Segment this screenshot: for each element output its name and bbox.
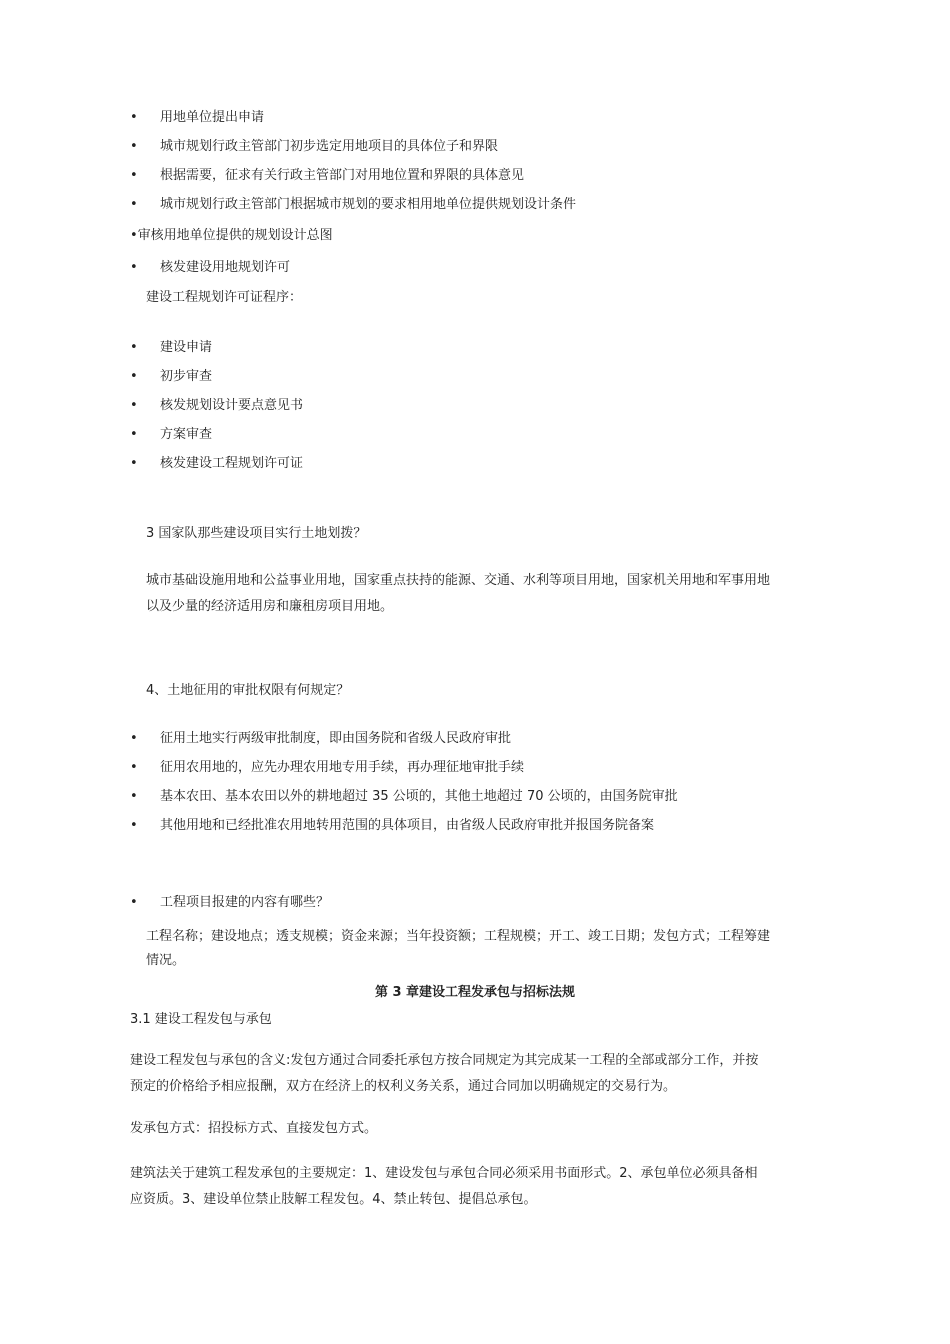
bullet: • [130,760,138,775]
question-heading: 3 国家队那些建设项目实行土地划拨？ [146,526,367,541]
bullet: • [130,139,138,154]
question-heading: 4、土地征用的审批权限有何规定？ [146,683,350,698]
list-item: 建设申请 [160,340,213,355]
list-item: 征用土地实行两级审批制度，即由国务院和省级人民政府审批 [160,731,512,746]
chapter-title: 第 3 章建设工程发承包与招标法规 [374,985,576,1000]
question-heading: 工程项目报建的内容有哪些？ [160,895,330,910]
paragraph-line: 建设工程发包与承包的含义:发包方通过合同委托承包方按合同规定为其完成某一工程的全部或部分工作，并按 [130,1053,759,1068]
list-item: 其他用地和已经批准农用地转用范围的具体项目，由省级人民政府审批并报国务院备案 [160,818,655,833]
paragraph: 发承包方式：招投标方式、直接发包方式。 [130,1121,378,1136]
list-item-inline-bullet: •审核用地单位提供的规划设计总图 [130,228,333,243]
list-item: 方案审查 [160,427,213,442]
bullet: • [130,340,138,355]
answer-line: 以及少量的经济适用房和廉租房项目用地。 [146,599,394,614]
bullet: • [130,789,138,804]
paragraph-line: 建筑法关于建筑工程发承包的主要规定：1、建设发包与承包合同必须采用书面形式。2、承包单位必须具备相 [130,1166,758,1181]
list-item: 初步审查 [160,369,213,384]
list-item: 城市规划行政主管部门初步选定用地项目的具体位子和界限 [160,139,499,154]
list-item: 基本农田、基本农田以外的耕地超过 35 公顷的，其他土地超过 70 公顷的，由国务院审批 [160,789,678,804]
bullet: • [130,895,138,910]
paragraph-line: 预定的价格给予相应报酬，双方在经济上的权利义务关系，通过合同加以明确规定的交易行为。 [130,1079,677,1094]
bullet: • [130,398,138,413]
list-item: 城市规划行政主管部门根据城市规划的要求相用地单位提供规划设计条件 [160,197,577,212]
list-item: 根据需要，征求有关行政主管部门对用地位置和界限的具体意见 [160,168,525,183]
list-item: 核发规划设计要点意见书 [160,398,304,413]
bullet: • [130,168,138,183]
section-heading: 建设工程规划许可证程序： [146,290,303,305]
bullet: • [130,427,138,442]
section-heading: 3.1 建设工程发包与承包 [130,1012,272,1027]
bullet: • [130,456,138,471]
answer-line: 城市基础设施用地和公益事业用地，国家重点扶持的能源、交通、水利等项目用地，国家机关用地和军事用地 [146,573,771,588]
answer-line: 情况。 [146,953,186,968]
bullet: • [130,369,138,384]
bullet: • [130,110,138,125]
list-item: 核发建设工程规划许可证 [160,456,304,471]
bullet: • [130,818,138,833]
answer-line: 工程名称；建设地点；透支规模；资金来源；当年投资额；工程规模；开工、竣工日期；发包方式；工程筹建 [146,929,771,944]
list-item: 核发建设用地规划许可 [160,260,291,275]
list-item: 用地单位提出申请 [160,110,265,125]
bullet: • [130,260,138,275]
bullet: • [130,731,138,746]
list-item: 征用农用地的，应先办理农用地专用手续，再办理征地审批手续 [160,760,525,775]
paragraph-line: 应资质。3、建设单位禁止肢解工程发包。4、禁止转包、提倡总承包。 [130,1192,537,1207]
bullet: • [130,197,138,212]
